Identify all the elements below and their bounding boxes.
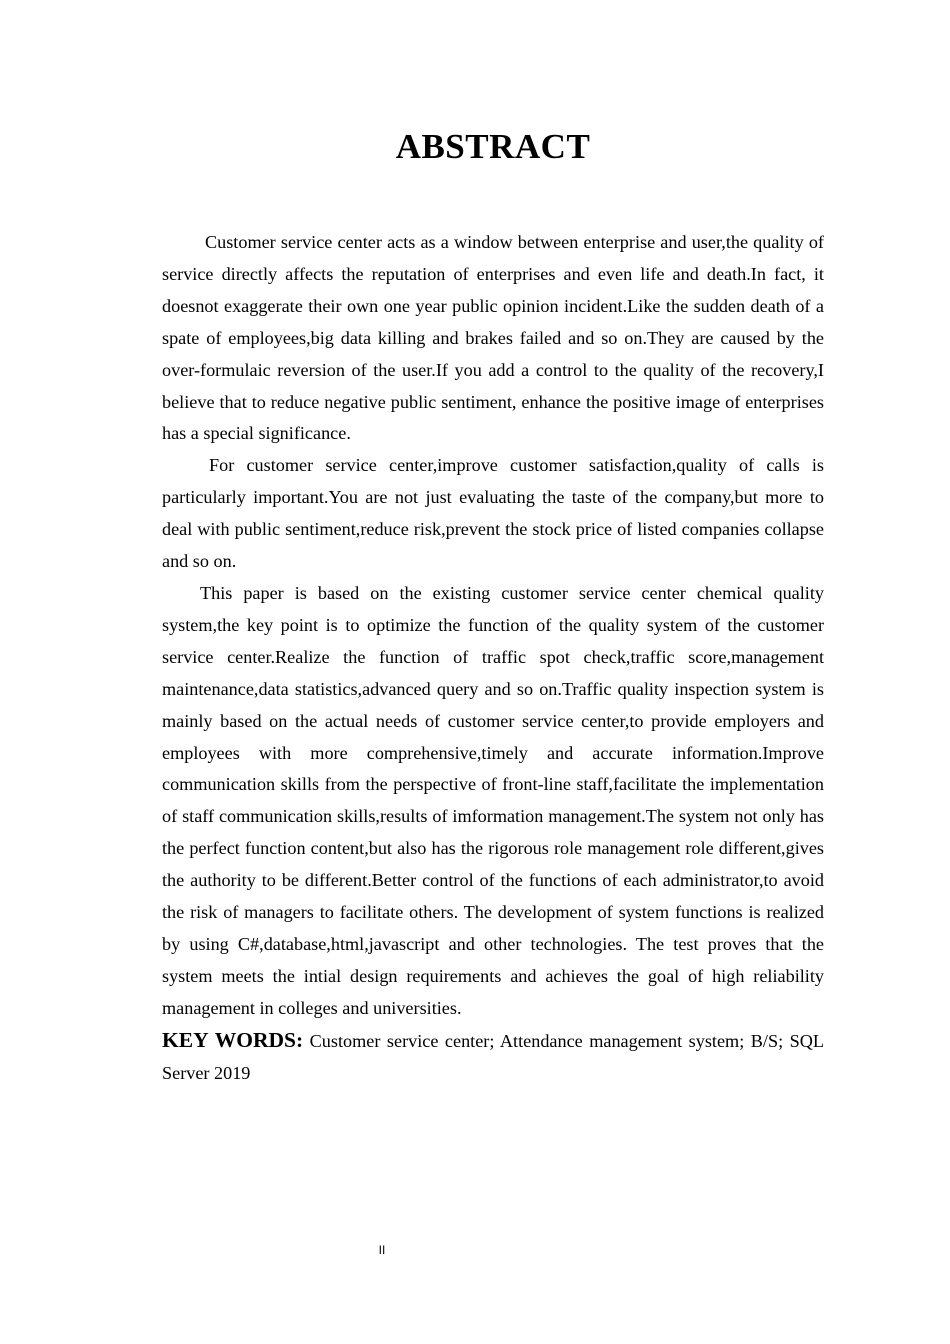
abstract-paragraph-3: This paper is based on the existing customer service center chemical quality system,the key point is to optimize the function of the quality system of the customer service center.Realize the function of traffic spot check,traffic score,management maintenance,data statistics,advanced query and so on.Traffic quality inspection system is mainly based on the actual needs of customer service center,to provide employers and employees with more comprehensive,timely and accurate information.Improve communication skills from the perspective of front-line staff,facilitate the implementation of staff communication skills,results of imformation management.The system not only has the perfect function content,but also has the rigorous role management role different,gives the authority to be different.Better control of the functions of each administrator,to avoid the risk of managers to facilitate others. The development of system functions is realized by using C#,database,html,javascript and other technologies. The test proves that the system meets the intial design requirements and achieves the goal of high reliability management in colleges and universities. [162, 582, 824, 1018]
page-number: II [378, 1243, 386, 1257]
keywords-line [162, 1025, 824, 1090]
keywords-text: Customer service center; Attendance management system; B/S; SQL Server 2019 [162, 1030, 824, 1083]
abstract-paragraph-2: For customer service center,improve customer satisfaction,quality of calls is particularly important.You are not just evaluating the taste of the company,but more to deal with public sentiment,reduce risk,prevent the stock price of listed companies collapse and so on. [162, 455, 824, 572]
page-title: ABSTRACT [395, 127, 591, 166]
abstract-paragraph-1: Customer service center acts as a window between enterprise and user,the quality of service directly affects the reputation of enterprises and even life and death.In fact, it doesnot exaggerate their own one year public opinion incident.Like the sudden death of a spate of employees,big data killing and brakes failed and so on.They are caused by the over-formulaic reversion of the user.If you add a control to the quality of the recovery,I believe that to reduce negative public sentiment, enhance the positive image of enterprises has a special significance. [162, 232, 824, 444]
abstract-body [162, 227, 824, 1089]
keywords-label: KEY WORDS: [162, 1027, 304, 1052]
